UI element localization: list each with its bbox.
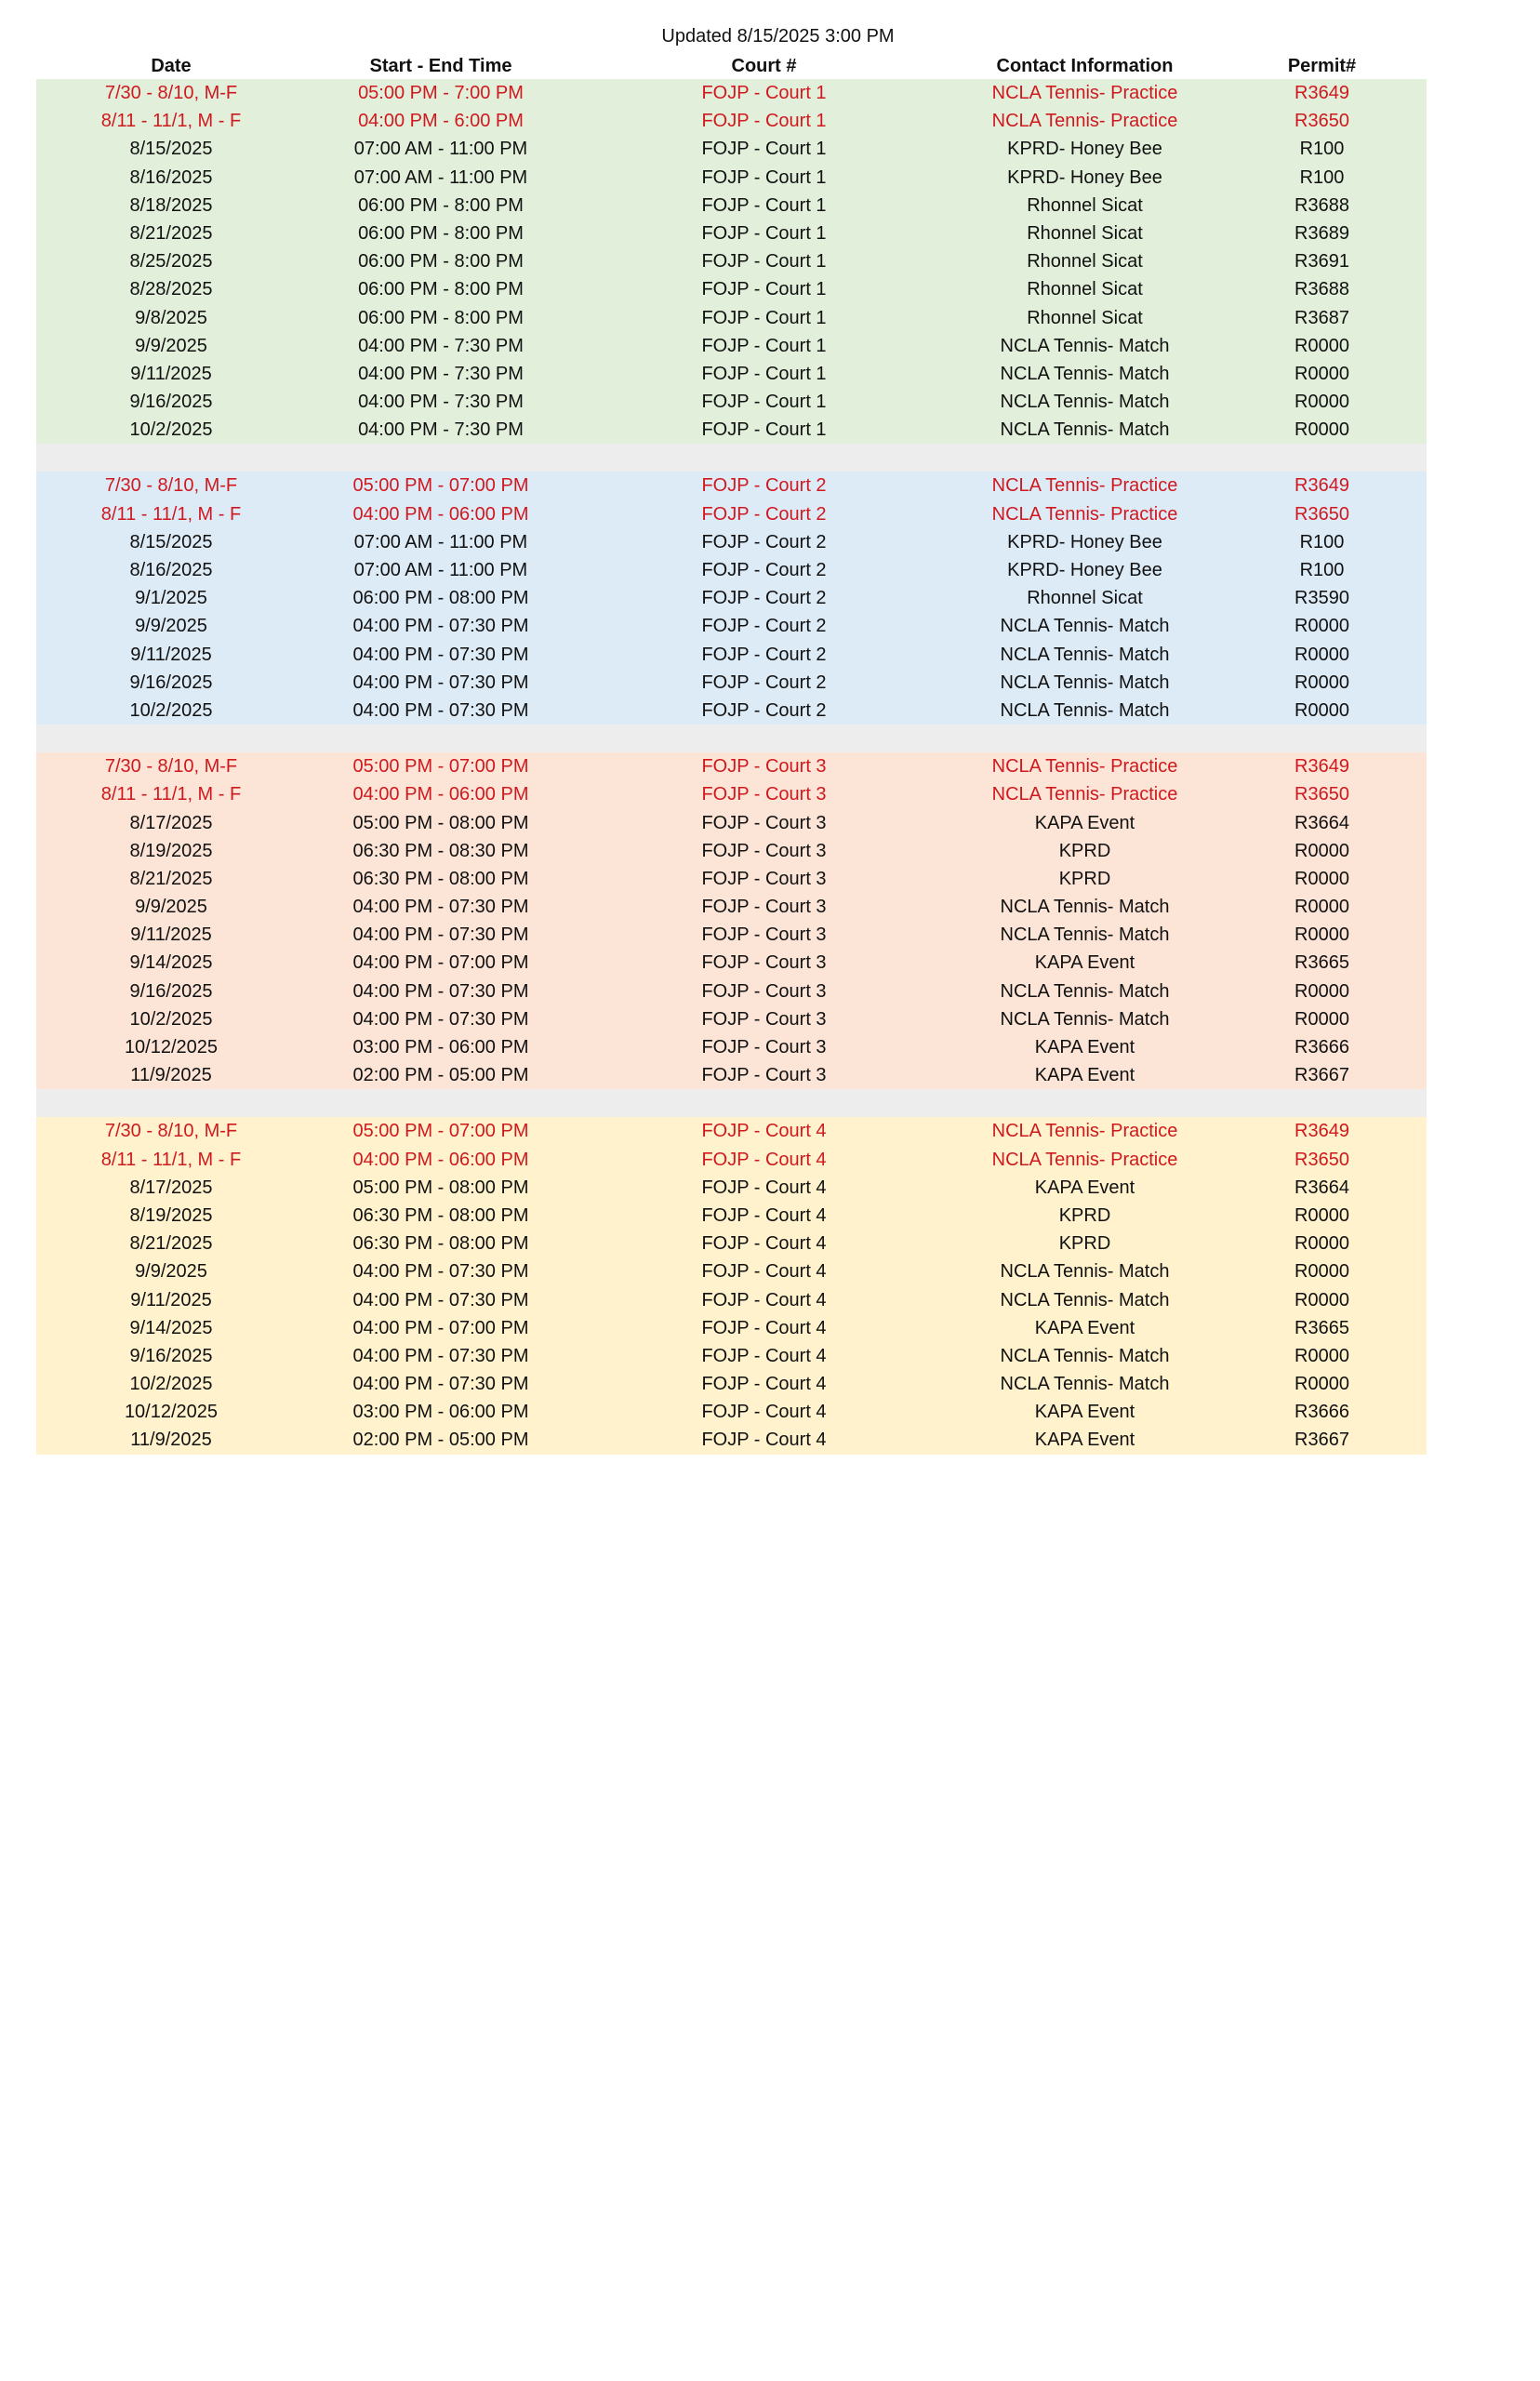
cell-court: FOJP - Court 4 [701,1149,827,1170]
cell-court: FOJP - Court 1 [701,251,827,273]
cell-date: 7/30 - 8/10, M-F [104,756,238,778]
cell-contact: NCLA Tennis- Match [1000,1261,1170,1283]
cell-permit: R100 [1299,560,1345,580]
cell-contact: Rhonnel Sicat [1027,307,1143,328]
updated-timestamp: Updated 8/15/2025 3:00 PM [661,26,895,47]
cell-contact: KPRD [1058,840,1111,861]
cell-contact: NCLA Tennis- Match [1000,1345,1170,1366]
cell-time: 04:00 PM - 07:30 PM [352,924,529,946]
cell-date: 8/17/2025 [129,812,213,833]
table-row [36,107,1427,135]
cell-court: FOJP - Court 2 [701,503,827,525]
cell-permit: R0000 [1294,672,1349,693]
cell-permit: R3650 [1294,503,1349,525]
cell-court: FOJP - Court 3 [701,840,827,861]
cell-date: 9/16/2025 [129,1345,213,1366]
cell-time: 06:00 PM - 8:00 PM [358,307,524,328]
cell-court: FOJP - Court 3 [701,756,827,778]
cell-date: 8/21/2025 [129,1233,213,1255]
table-row [36,921,1427,949]
cell-contact: KAPA Event [1034,1430,1135,1451]
cell-contact: NCLA Tennis- Match [1000,644,1170,665]
cell-date: 8/11 - 11/1, M - F [100,784,242,805]
cell-contact: NCLA Tennis- Match [1000,980,1170,1002]
cell-time: 06:30 PM - 08:00 PM [352,868,529,889]
table-row [36,472,1427,499]
cell-court: FOJP - Court 2 [701,475,827,497]
cell-time: 05:00 PM - 07:00 PM [352,475,529,497]
cell-court: FOJP - Court 3 [701,868,827,889]
table-row [36,388,1427,416]
cell-permit: R0000 [1294,644,1349,665]
cell-permit: R3650 [1294,111,1349,132]
cell-court: FOJP - Court 3 [701,897,827,918]
table-row [36,1286,1427,1314]
table-row [36,1005,1427,1033]
cell-contact: NCLA Tennis- Practice [991,756,1178,778]
header-row [36,53,1427,79]
cell-date: 10/2/2025 [129,699,213,721]
cell-time: 04:00 PM - 7:30 PM [358,363,524,384]
cell-court: FOJP - Court 2 [701,616,827,637]
cell-time: 04:00 PM - 7:30 PM [358,335,524,356]
cell-permit: R3649 [1294,756,1349,778]
table-row [36,612,1427,640]
cell-court: FOJP - Court 3 [701,1037,827,1057]
table-row [36,1370,1427,1398]
table-row [36,1061,1427,1089]
cell-court: FOJP - Court 1 [701,166,827,188]
table-row [36,865,1427,893]
cell-time: 03:00 PM - 06:00 PM [352,1037,529,1057]
cell-permit: R0000 [1294,1261,1349,1283]
cell-court: FOJP - Court 1 [701,83,827,103]
header-permit: Permit# [1287,56,1357,76]
cell-permit: R0000 [1294,980,1349,1002]
cell-permit: R0000 [1294,1289,1349,1310]
cell-date: 7/30 - 8/10, M-F [104,475,238,497]
cell-date: 7/30 - 8/10, M-F [104,83,238,103]
table-row [36,669,1427,697]
cell-permit: R0000 [1294,392,1349,413]
table-row [36,1342,1427,1370]
cell-time: 04:00 PM - 06:00 PM [352,503,529,525]
cell-time: 06:00 PM - 8:00 PM [358,194,524,216]
cell-date: 9/14/2025 [129,1317,213,1338]
cell-time: 03:00 PM - 06:00 PM [352,1402,529,1423]
table-row [36,164,1427,192]
table-row [36,528,1427,556]
cell-permit: R0000 [1294,868,1349,889]
cell-time: 05:00 PM - 07:00 PM [352,756,529,778]
header-date: Date [151,56,192,76]
cell-permit: R3665 [1294,952,1349,974]
cell-court: FOJP - Court 3 [701,812,827,833]
cell-contact: NCLA Tennis- Match [1000,363,1170,384]
table-row [36,1314,1427,1342]
cell-contact: NCLA Tennis- Match [1000,616,1170,637]
table-row [36,416,1427,444]
cell-time: 04:00 PM - 07:00 PM [352,1317,529,1338]
table-row [36,1117,1427,1145]
cell-contact: KPRD- Honey Bee [1007,531,1162,552]
cell-contact: KAPA Event [1034,1065,1135,1086]
table-row [36,275,1427,303]
cell-permit: R3649 [1294,83,1349,103]
cell-court: FOJP - Court 2 [701,588,827,609]
cell-contact: KAPA Event [1034,1317,1135,1338]
cell-contact: Rhonnel Sicat [1027,194,1143,216]
cell-permit: R100 [1299,166,1345,188]
cell-court: FOJP - Court 2 [701,699,827,721]
table-row [36,304,1427,332]
cell-permit: R3664 [1294,812,1349,833]
cell-court: FOJP - Court 1 [701,307,827,328]
cell-date: 9/16/2025 [129,672,213,693]
cell-date: 8/16/2025 [129,560,213,580]
cell-date: 9/14/2025 [129,952,213,974]
cell-permit: R3666 [1294,1037,1349,1057]
cell-contact: NCLA Tennis- Match [1000,1374,1170,1395]
cell-court: FOJP - Court 4 [701,1204,827,1226]
cell-time: 05:00 PM - 08:00 PM [352,812,529,833]
cell-time: 04:00 PM - 07:30 PM [352,1008,529,1030]
cell-court: FOJP - Court 4 [701,1177,827,1198]
cell-time: 05:00 PM - 08:00 PM [352,1177,529,1198]
cell-contact: NCLA Tennis- Match [1000,392,1170,413]
cell-time: 02:00 PM - 05:00 PM [352,1065,529,1086]
cell-date: 9/9/2025 [135,1261,207,1283]
cell-date: 9/9/2025 [135,616,207,637]
cell-court: FOJP - Court 2 [701,672,827,693]
cell-court: FOJP - Court 3 [701,1065,827,1086]
table-row [36,79,1427,107]
cell-date: 9/16/2025 [129,980,213,1002]
table-row [36,1398,1427,1426]
cell-date: 8/15/2025 [129,139,213,160]
cell-permit: R0000 [1294,699,1349,721]
cell-contact: KAPA Event [1034,812,1135,833]
cell-time: 07:00 AM - 11:00 PM [353,560,528,580]
cell-time: 05:00 PM - 07:00 PM [352,1121,529,1142]
cell-date: 10/2/2025 [129,1008,213,1030]
cell-court: FOJP - Court 1 [701,194,827,216]
cell-time: 02:00 PM - 05:00 PM [352,1430,529,1451]
cell-time: 04:00 PM - 07:30 PM [352,1374,529,1395]
cell-date: 8/17/2025 [129,1177,213,1198]
cell-contact: KAPA Event [1034,952,1135,974]
cell-time: 04:00 PM - 07:30 PM [352,1289,529,1310]
cell-permit: R3666 [1294,1402,1349,1423]
table-row [36,1146,1427,1174]
cell-date: 10/2/2025 [129,419,213,441]
cell-permit: R0000 [1294,1345,1349,1366]
schedule-sheet [36,20,1427,1455]
cell-time: 04:00 PM - 07:30 PM [352,616,529,637]
cell-court: FOJP - Court 1 [701,363,827,384]
table-row [36,247,1427,275]
cell-contact: NCLA Tennis- Practice [991,111,1178,132]
cell-court: FOJP - Court 4 [701,1233,827,1255]
cell-court: FOJP - Court 3 [701,980,827,1002]
cell-time: 05:00 PM - 7:00 PM [358,83,524,103]
cell-permit: R3689 [1294,222,1349,244]
cell-contact: KPRD [1058,1204,1111,1226]
cell-time: 06:30 PM - 08:00 PM [352,1233,529,1255]
header-time: Start - End Time [369,56,512,76]
cell-contact: KPRD [1058,1233,1111,1255]
cell-contact: KAPA Event [1034,1037,1135,1057]
cell-time: 04:00 PM - 6:00 PM [358,111,524,132]
table-row [36,360,1427,388]
cell-time: 06:00 PM - 08:00 PM [352,588,529,609]
cell-contact: NCLA Tennis- Match [1000,335,1170,356]
cell-contact: NCLA Tennis- Match [1000,897,1170,918]
cell-permit: R0000 [1294,897,1349,918]
cell-date: 9/1/2025 [135,588,207,609]
cell-court: FOJP - Court 1 [701,419,827,441]
cell-date: 9/11/2025 [130,363,212,384]
table-row [36,219,1427,247]
table-row [36,780,1427,808]
table-row [36,978,1427,1005]
cell-permit: R3665 [1294,1317,1349,1338]
cell-permit: R0000 [1294,1008,1349,1030]
cell-contact: KPRD [1058,868,1111,889]
cell-court: FOJP - Court 3 [701,784,827,805]
cell-permit: R3649 [1294,1121,1349,1142]
cell-date: 9/9/2025 [135,897,207,918]
cell-permit: R3688 [1294,194,1349,216]
cell-court: FOJP - Court 1 [701,139,827,160]
table-row [36,1174,1427,1202]
cell-court: FOJP - Court 3 [701,924,827,946]
cell-time: 04:00 PM - 06:00 PM [352,1149,529,1170]
cell-date: 9/11/2025 [130,924,212,946]
cell-contact: NCLA Tennis- Practice [991,1149,1178,1170]
cell-date: 11/9/2025 [130,1065,212,1086]
table-row [36,500,1427,528]
cell-time: 07:00 AM - 11:00 PM [353,531,528,552]
cell-time: 04:00 PM - 07:30 PM [352,1345,529,1366]
cell-time: 07:00 AM - 11:00 PM [353,166,528,188]
cell-permit: R3590 [1294,588,1349,609]
cell-contact: Rhonnel Sicat [1027,279,1143,300]
cell-permit: R3664 [1294,1177,1349,1198]
cell-permit: R0000 [1294,1374,1349,1395]
table-row [36,1257,1427,1285]
cell-permit: R0000 [1294,419,1349,441]
cell-time: 04:00 PM - 07:30 PM [352,672,529,693]
cell-date: 8/16/2025 [129,166,213,188]
cell-time: 06:00 PM - 8:00 PM [358,279,524,300]
cell-permit: R100 [1299,531,1345,552]
cell-date: 8/21/2025 [129,868,213,889]
cell-time: 06:00 PM - 8:00 PM [358,222,524,244]
cell-court: FOJP - Court 1 [701,222,827,244]
group-separator [36,444,1427,472]
table-row [36,332,1427,360]
cell-permit: R3688 [1294,279,1349,300]
cell-contact: NCLA Tennis- Practice [991,784,1178,805]
cell-court: FOJP - Court 4 [701,1317,827,1338]
cell-court: FOJP - Court 1 [701,392,827,413]
table-row [36,1202,1427,1230]
cell-time: 04:00 PM - 06:00 PM [352,784,529,805]
cell-permit: R0000 [1294,335,1349,356]
cell-contact: Rhonnel Sicat [1027,588,1143,609]
cell-date: 9/9/2025 [135,335,207,356]
cell-permit: R0000 [1294,363,1349,384]
table-row [36,837,1427,865]
cell-date: 8/28/2025 [129,279,213,300]
cell-date: 8/18/2025 [129,194,213,216]
cell-contact: NCLA Tennis- Practice [991,503,1178,525]
cell-contact: NCLA Tennis- Match [1000,672,1170,693]
cell-date: 10/2/2025 [129,1374,213,1395]
cell-contact: NCLA Tennis- Practice [991,83,1178,103]
cell-time: 06:30 PM - 08:00 PM [352,1204,529,1226]
cell-court: FOJP - Court 4 [701,1289,827,1310]
table-row [36,1230,1427,1257]
group-separator [36,1089,1427,1117]
table-row [36,135,1427,163]
table-row [36,641,1427,669]
cell-contact: NCLA Tennis- Match [1000,699,1170,721]
cell-permit: R0000 [1294,1233,1349,1255]
cell-time: 04:00 PM - 07:30 PM [352,644,529,665]
cell-court: FOJP - Court 1 [701,111,827,132]
cell-court: FOJP - Court 4 [701,1374,827,1395]
cell-contact: KAPA Event [1034,1177,1135,1198]
cell-date: 10/12/2025 [124,1037,219,1057]
cell-date: 8/25/2025 [129,251,213,273]
cell-court: FOJP - Court 4 [701,1121,827,1142]
cell-contact: Rhonnel Sicat [1027,222,1143,244]
cell-date: 8/11 - 11/1, M - F [100,111,242,132]
cell-time: 06:00 PM - 8:00 PM [358,251,524,273]
cell-contact: KPRD- Honey Bee [1007,560,1162,580]
cell-court: FOJP - Court 4 [701,1345,827,1366]
cell-contact: NCLA Tennis- Match [1000,1008,1170,1030]
cell-contact: KPRD- Honey Bee [1007,166,1162,188]
cell-date: 8/11 - 11/1, M - F [100,1149,242,1170]
table-body [36,79,1427,1455]
cell-permit: R0000 [1294,1204,1349,1226]
cell-court: FOJP - Court 1 [701,279,827,300]
header-court: Court # [731,56,797,76]
cell-permit: R100 [1299,139,1345,160]
cell-court: FOJP - Court 4 [701,1430,827,1451]
cell-date: 10/12/2025 [124,1402,219,1423]
table-row [36,893,1427,921]
cell-date: 8/21/2025 [129,222,213,244]
table-row [36,556,1427,584]
cell-court: FOJP - Court 3 [701,1008,827,1030]
cell-date: 9/16/2025 [129,392,213,413]
cell-date: 9/11/2025 [130,1289,212,1310]
cell-date: 8/19/2025 [129,840,213,861]
cell-court: FOJP - Court 2 [701,531,827,552]
cell-court: FOJP - Court 4 [701,1261,827,1283]
table-row [36,949,1427,977]
cell-court: FOJP - Court 4 [701,1402,827,1423]
cell-contact: NCLA Tennis- Practice [991,1121,1178,1142]
table-row [36,1033,1427,1061]
cell-court: FOJP - Court 3 [701,952,827,974]
cell-date: 8/15/2025 [129,531,213,552]
cell-permit: R3667 [1294,1430,1349,1451]
table-row [36,752,1427,780]
table-row [36,697,1427,725]
table-row [36,584,1427,612]
cell-date: 8/19/2025 [129,1204,213,1226]
cell-permit: R0000 [1294,616,1349,637]
cell-contact: NCLA Tennis- Match [1000,419,1170,441]
table-row [36,192,1427,219]
cell-date: 11/9/2025 [130,1430,212,1451]
cell-date: 7/30 - 8/10, M-F [104,1121,238,1142]
cell-time: 04:00 PM - 07:00 PM [352,952,529,974]
cell-date: 8/11 - 11/1, M - F [100,503,242,525]
cell-permit: R0000 [1294,840,1349,861]
cell-permit: R3687 [1294,307,1349,328]
cell-court: FOJP - Court 2 [701,644,827,665]
cell-time: 04:00 PM - 7:30 PM [358,392,524,413]
header-contact: Contact Information [996,56,1174,76]
cell-contact: Rhonnel Sicat [1027,251,1143,273]
cell-time: 04:00 PM - 7:30 PM [358,419,524,441]
cell-contact: NCLA Tennis- Practice [991,475,1178,497]
cell-permit: R3691 [1294,251,1349,273]
cell-date: 9/11/2025 [130,644,212,665]
group-separator [36,725,1427,752]
cell-permit: R3650 [1294,1149,1349,1170]
cell-court: FOJP - Court 2 [701,560,827,580]
cell-time: 07:00 AM - 11:00 PM [353,139,528,160]
cell-court: FOJP - Court 1 [701,335,827,356]
cell-contact: KPRD- Honey Bee [1007,139,1162,160]
table-row [36,809,1427,837]
cell-time: 04:00 PM - 07:30 PM [352,699,529,721]
cell-permit: R3650 [1294,784,1349,805]
cell-time: 04:00 PM - 07:30 PM [352,1261,529,1283]
cell-time: 04:00 PM - 07:30 PM [352,897,529,918]
cell-time: 04:00 PM - 07:30 PM [352,980,529,1002]
cell-permit: R3667 [1294,1065,1349,1086]
cell-date: 9/8/2025 [135,307,207,328]
cell-permit: R0000 [1294,924,1349,946]
table-row [36,1426,1427,1454]
cell-contact: KAPA Event [1034,1402,1135,1423]
cell-contact: NCLA Tennis- Match [1000,924,1170,946]
cell-time: 06:30 PM - 08:30 PM [352,840,529,861]
cell-permit: R3649 [1294,475,1349,497]
cell-contact: NCLA Tennis- Match [1000,1289,1170,1310]
